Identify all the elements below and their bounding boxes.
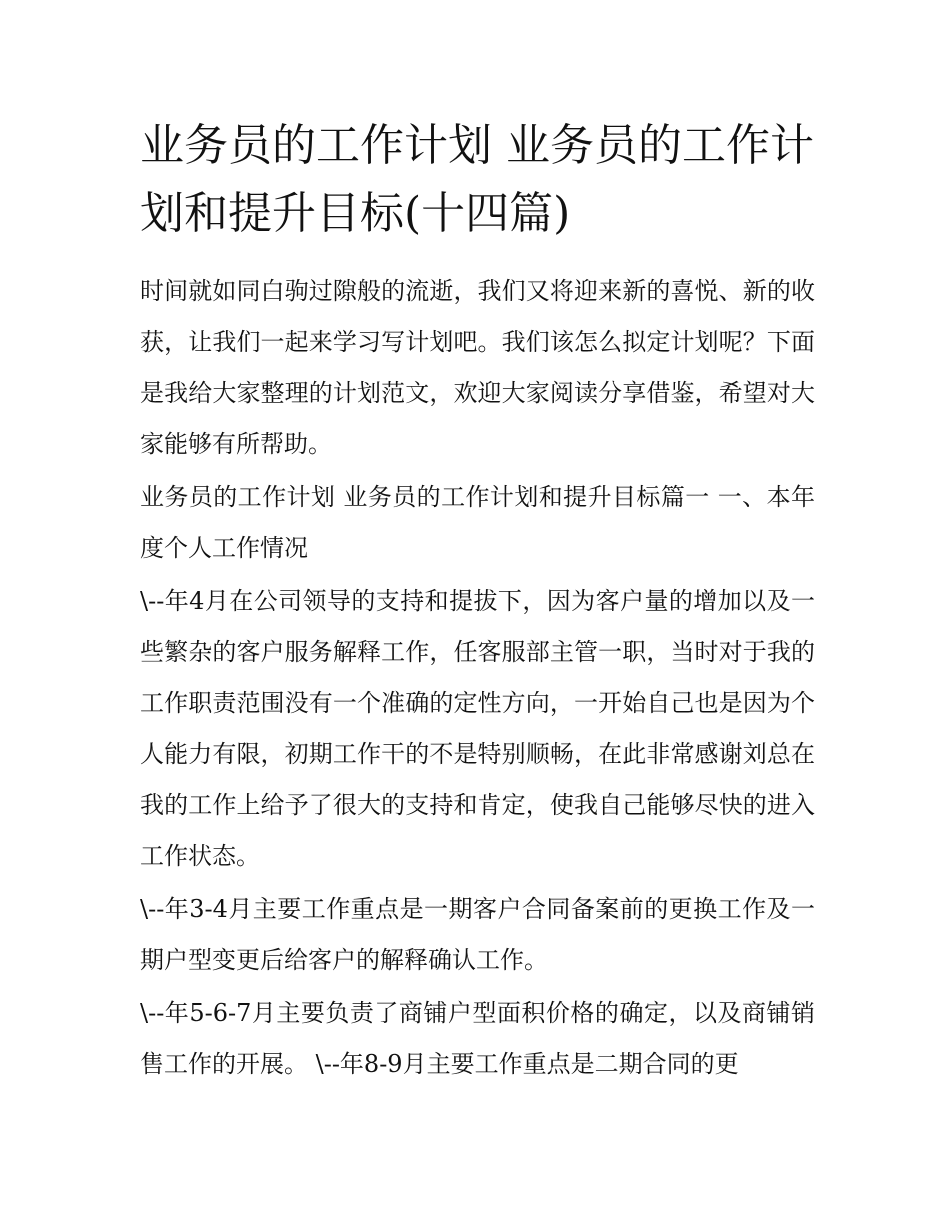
- document-title: 业务员的工作计划 业务员的工作计划和提升目标(十四篇): [140, 120, 814, 239]
- document-body: [140, 112, 815, 1092]
- intro-paragraph: 时间就如同白驹过隙般的流逝，我们又将迎来新的喜悦、新的收获，让我们一起来学习写计划吧。我们该怎么拟定计划呢？下面是我给大家整理的计划范文，欢迎大家阅读分享借鉴，希望对大家能够有所帮助。: [140, 277, 815, 458]
- body-paragraph: \--年3-4月主要工作重点是一期客户合同备案前的更换工作及一期户型变更后给客户的解释确认工作。: [140, 895, 815, 974]
- section-heading-paragraph: 业务员的工作计划 业务员的工作计划和提升目标篇一 一、本年度个人工作情况: [140, 483, 815, 562]
- body-paragraph: \--年5-6-7月主要负责了商铺户型面积价格的确定，以及商铺销售工作的开展。 \--年8-9月主要工作重点是二期合同的更: [140, 999, 815, 1078]
- body-paragraph: \--年4月在公司领导的支持和提拔下，因为客户量的增加以及一些繁杂的客户服务解释工作，任客服部主管一职，当时对于我的工作职责范围没有一个准确的定性方向，一开始自己也是因为个人能力有限，初期工作干的不是特别顺畅，在此非常感谢刘总在我的工作上给予了很大的支持和肯定，使我自己能够尽快的进入工作状态。: [140, 587, 815, 870]
